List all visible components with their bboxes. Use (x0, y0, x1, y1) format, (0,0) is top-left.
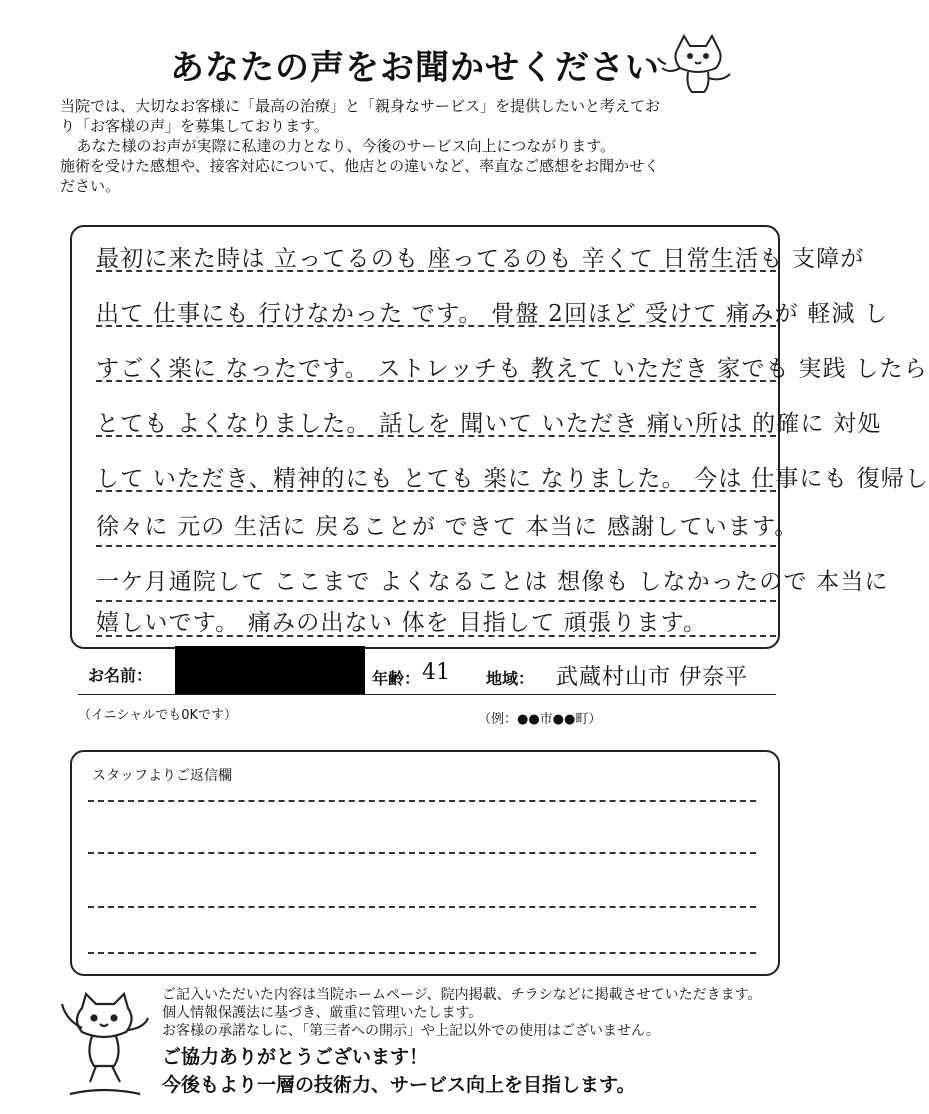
intro-line-5: ださい。 (60, 177, 121, 195)
footer-line-2: 個人情報保護法に基づき、厳重に管理いたします。 (162, 1005, 483, 1021)
name-label: お名前： (88, 666, 153, 685)
intro-line-2: り「お客様の声」を募集しております。 (60, 117, 329, 135)
intro-line-3: あなた様のお声が実際に私達の力となり、今後のサービス向上につながります。 (76, 137, 616, 155)
comment-line-8: 嬉しいです。 痛みの出ない 体を 目指して 頑張ります。 (96, 610, 708, 636)
intro-line-4: 施術を受けた感想や、接客対応について、他店との違いなど、率直なご感想をお聞かせく (60, 157, 660, 175)
footer-notes (162, 986, 761, 1040)
footer-line-1: ご記入いただいた内容は当院ホームページ、院内掲載、チラシなどに掲載させていただきます。 (162, 987, 762, 1003)
page-title: あなたの声をお聞かせください (170, 48, 660, 88)
comment-line-2: 出て 仕事にも 行けなかった です。 骨盤 2回ほど 受けて 痛みが 軽減 し (96, 301, 889, 327)
intro-line-1: 当院では、大切なお客様に「最高の治療」と「親身なサービス」を提供したいと考えてお (60, 97, 661, 115)
footer-line-3: お客様の承諾なしに、「第三者への開示」や上記以外での使用はございません。 (162, 1023, 660, 1039)
comment-line-5: して いただき、精神的にも とても 楽に なりました。 今は 仕事にも 復帰し (96, 466, 929, 492)
thanks-line-1: ご協力ありがとうございます！ (162, 1046, 429, 1068)
region-example: （例：●●市●●町） (478, 712, 602, 727)
comment-line-7: 一ケ月通院して ここまで よくなることは 想像も しなかったので 本当に (96, 569, 889, 595)
region-value: 武蔵村山市 伊奈平 (556, 665, 748, 690)
comment-line-6: 徐々に 元の 生活に 戻ることが できて 本当に 感謝しています。 (96, 514, 799, 540)
region-label: 地域： (486, 669, 535, 688)
comment-line-3: すごく楽に なったです。 ストレッチも 教えて いただき 家でも 実践 したら (96, 356, 928, 382)
cat-waving-icon (56, 990, 152, 1102)
name-note: （イニシャルでも0Kです） (78, 708, 238, 723)
age-value: 41 (422, 660, 450, 685)
intro-text (60, 96, 780, 196)
comment-line-1: 最初に来た時は 立ってるのも 座ってるのも 辛くて 日常生活も 支障が (96, 246, 865, 272)
reply-rule-2 (88, 852, 756, 854)
comment-line-4: とても よくなりました。 話しを 聞いて いただき 痛い所は 的確に 対処 (96, 411, 882, 437)
staff-reply-label: スタッフよりご返信欄 (92, 768, 232, 784)
age-label: 年齢： (372, 669, 421, 688)
name-redaction (175, 646, 365, 694)
reply-rule-3 (88, 906, 756, 908)
cat-mascot-icon (658, 34, 738, 96)
reply-rule-1 (88, 800, 756, 802)
thanks-line-2: 今後もより一層の技術力、サービス向上を目指します。 (162, 1074, 636, 1096)
reply-rule-4 (88, 952, 756, 954)
form-underline (78, 694, 776, 695)
